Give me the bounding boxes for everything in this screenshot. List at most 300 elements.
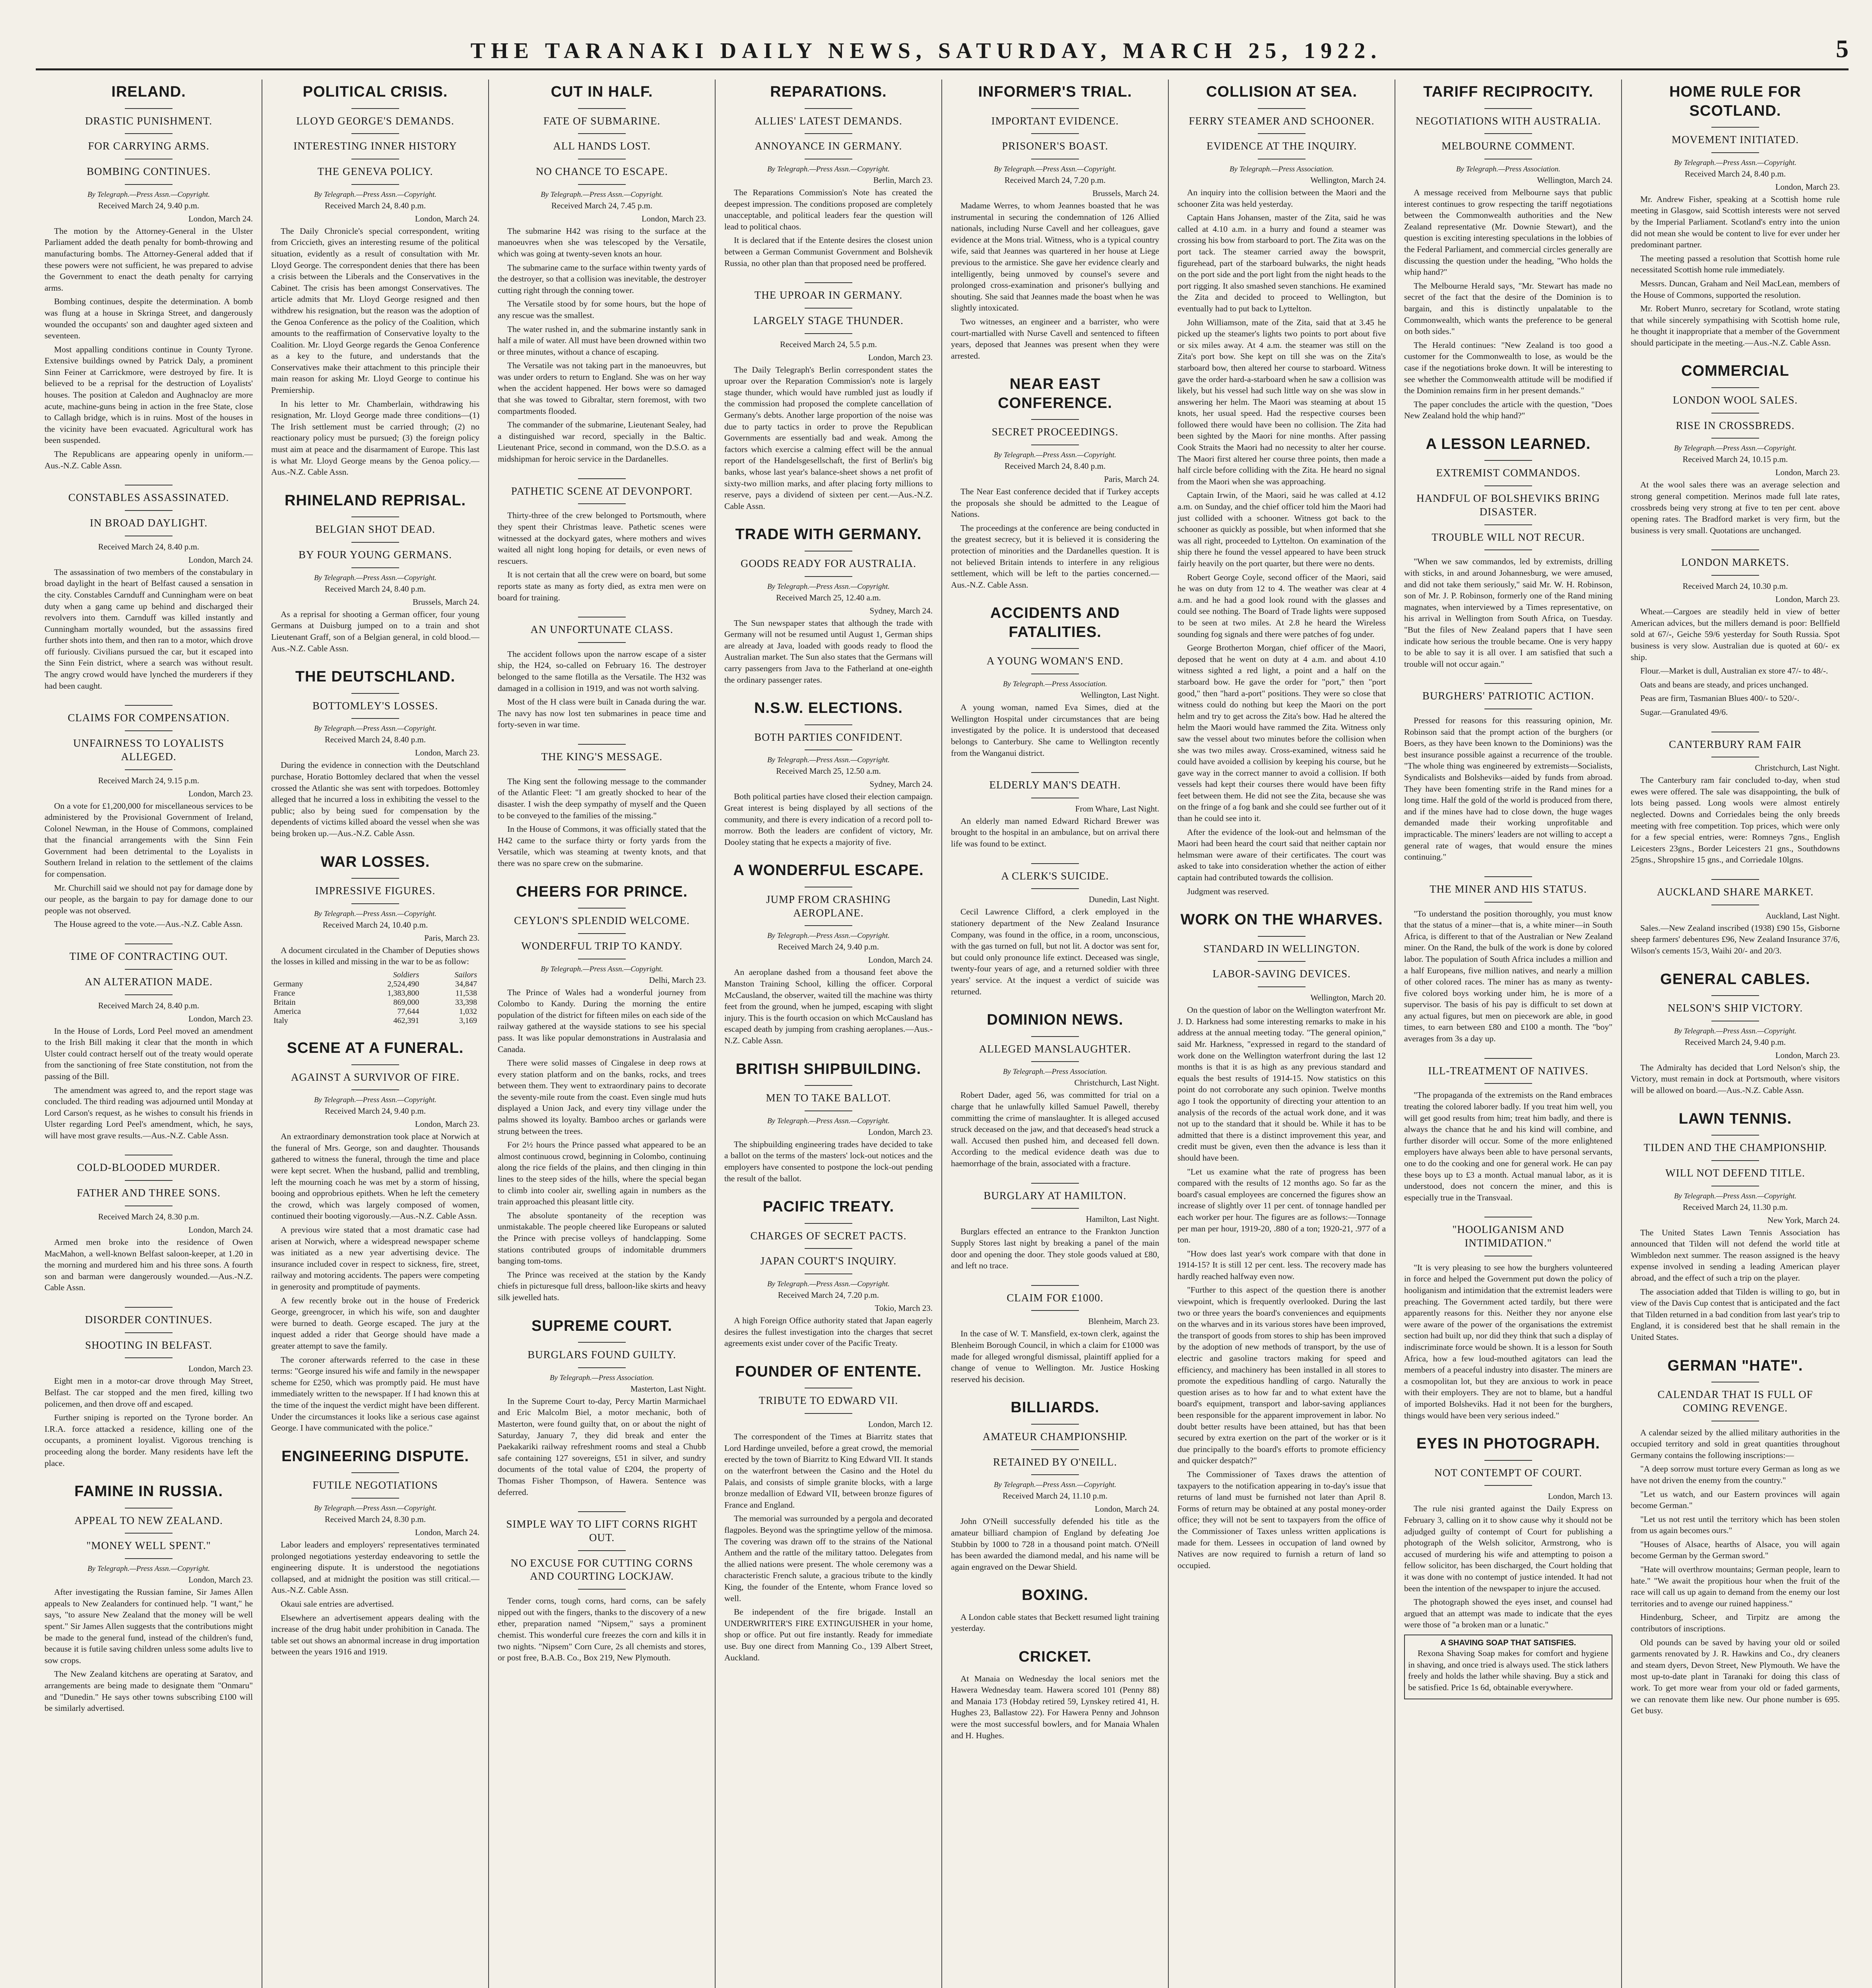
received-line: Received March 24, 10.40 p.m. xyxy=(322,920,428,930)
place-date: London, March 24. xyxy=(188,1225,253,1235)
subheadline: UNFAIRNESS TO LOYALISTS ALLEGED. xyxy=(73,737,225,763)
table-cell: 869,000 xyxy=(393,998,419,1007)
divider-rule xyxy=(1258,936,1306,937)
paragraph: Flour.—Market is dull, Australian ex store 47/- to 48/-. xyxy=(1640,666,1828,676)
paragraph: The rule nisi granted against the Daily Express on February 3, calling on it to show cause why it should not be adjudged guilty of contempt of Court for publishing a photograph of the Welsh solicitor, Armstrong, who is accused of murdering his wife and attempting to poison a fellow solicitor, has been discharged, the Court holding that it was done with no contempt of justice intended. It had not been the intention of the newspaper to injure the accused. xyxy=(1404,1504,1612,1593)
subheadline: BOTTOMLEY'S LOSSES. xyxy=(312,699,438,712)
table-row xyxy=(271,980,479,989)
subheadline: ALLIES' LATEST DEMANDS. xyxy=(755,115,902,127)
table-cell: 33,398 xyxy=(455,998,477,1007)
divider-rule xyxy=(125,769,173,770)
received-line: Received March 24, 8.40 p.m. xyxy=(324,584,426,594)
subheadline: AN ALTERATION MADE. xyxy=(85,975,213,988)
headline: LAWN TENNIS. xyxy=(1678,1110,1792,1127)
headline: A LESSON LEARNED. xyxy=(1426,435,1591,452)
paragraph: Labor leaders and employers' representatives terminated prolonged negotiations yesterday endeavoring to settle the engineering dispute. It is understood the negotiations collapsed, and at midnight the position was still critical.—Aus.-N.Z. Cable Assn. xyxy=(271,1540,479,1595)
divider-rule xyxy=(351,1498,399,1499)
received-line: Received March 24, 7.45 p.m. xyxy=(551,200,653,210)
paragraph: "Let us examine what the rate of progress has been compared with the results of 12 months ago. So far as the board's casual employees are concerned the figures show an increase of slightly over 11 per cent. of tonnage handled per each worker per hour. The figures are as follows:—Tonnage per man per hour, 1919-20, .880 of a ton; 1920-21, .977 of a ton. xyxy=(1178,1167,1386,1245)
paragraph: In the House of Commons, it was officially stated that the H42 came to the surface thirty or forty yards from the Versatile, which was steaming at twenty knots, and that there was no spare crew on the submarine. xyxy=(498,824,706,868)
divider-rule xyxy=(1031,1061,1079,1062)
divider-rule xyxy=(1031,1474,1079,1475)
divider-rule xyxy=(351,184,399,185)
paragraph: On a vote for £1,200,000 for miscellaneous services to be administered by the Provisional Government of Ireland, Colonel Newman, in the House of Commons, complained that the financial arrangements with the Sinn Fein Government had been detrimental to the Loyalists in Southern Ireland in relation to the settlement of the claims for compensation. xyxy=(45,801,253,879)
paragraph: The Herald continues: "New Zealand is too good a customer for the Commonwealth to lose, as would be the case if the negotiations broke down. It will be interesting to see whether the Commonwealth attitude will be modified if the Dominion remains firm in her present demands." xyxy=(1404,340,1612,396)
divider-rule xyxy=(1711,152,1759,153)
paragraph: An aeroplane dashed from a thousand feet above the Manston Training School, killing the officer. Corporal McCausland, the observer, waited till the machine was thirty feet from the ground, when he jumped, escaping with slight injury. This is the fourth occasion on which McCausland has escaped death by jumping from crashing aeroplanes.—Aus.-N.Z. Cable Assn. xyxy=(724,967,933,1045)
headline: ENGINEERING DISPUTE. xyxy=(281,1448,469,1465)
subheadline: PRISONER'S BOAST. xyxy=(1002,140,1108,152)
received-line: Received March 24, 10.15 p.m. xyxy=(1682,454,1788,464)
subheadline: JAPAN COURT'S INQUIRY. xyxy=(760,1255,897,1267)
paragraph: During the evidence in connection with the Deutschland purchase, Horatio Bottomley declared that when the vessel crossed the Atlantic she was sent with torpedoes. Bottomley alleged that he incurred a loss in exhibiting the vessel to the public; also by being sued for compensation by the dependents of victims killed aboard the vessel when she was being broken up.—Aus.-N.Z. Cable Assn. xyxy=(271,760,479,838)
paragraph: George Brotherton Morgan, chief officer of the Maori, deposed that he went on duty at 4 a.m. and about 4.10 witness sighted a red light, a point and a half on the starboard bow. He gave the order for "port," then "port good," then "hard a-port" positions. They were so close that witness could do nothing but keep the Maori on the port helm and try to get across the Zita's bow. Had he altered the helm the Maori would have rammed the Zita. Witness only saw the vessel about two minutes before the collision when she was two miles away. Cross-examined, witness said he could have avoided a collision by keeping his course, but he gave way in the correct manner to avoid a collision. If both vessels had kept their courses there would have been fifty feet between them. He did not see the Zita, because she was on the fringe of a fog bank and she could see further out of it than he could see into it. xyxy=(1178,643,1386,823)
received-line: Received March 24, 8.40 p.m. xyxy=(98,1000,200,1010)
table-header xyxy=(271,971,344,980)
dateline: By Telegraph.—Press Assn.—Copyright. xyxy=(767,582,890,591)
subheadline: TRIBUTE TO EDWARD VII. xyxy=(758,1394,898,1407)
masthead xyxy=(36,36,1849,70)
subheadline: TROUBLE WILL NOT RECUR. xyxy=(1432,531,1585,543)
divider-rule xyxy=(351,1472,399,1473)
paragraph: The Versatile stood by for some hours, but the hope of any rescue was the smallest. xyxy=(498,299,706,320)
ad-text: Rexona Shaving Soap makes for comfort and hygiene in shaving, and once tried is always used. The stick lathers freely and holds the lather while shaving. Buy a stick and be satisfied. Price 1s 6d, obtainable everywhere. xyxy=(1408,1648,1608,1692)
article xyxy=(45,944,253,1141)
subheadline: THE MINER AND HIS STATUS. xyxy=(1430,883,1587,895)
place-date: Wellington, Last Night. xyxy=(1081,690,1159,700)
received-line: Received March 24, 9.40 p.m. xyxy=(98,200,200,210)
article xyxy=(45,485,253,691)
subheadline: BOTH PARTIES CONFIDENT. xyxy=(754,731,903,743)
paragraph: Elsewhere an advertisement appears dealing with the increase of the drug habit under prohibition in Canada. The table set out shows an abnormal increase in drug importation between the years 1916 and 1919. xyxy=(271,1613,479,1657)
table-row xyxy=(271,1007,479,1016)
table-cell: Germany xyxy=(274,980,303,989)
divider-rule xyxy=(1484,108,1532,109)
paragraph: Okaui sale entries are advertised. xyxy=(281,1599,394,1609)
article xyxy=(951,1648,1159,1741)
received-line: Received March 24, 8.40 p.m. xyxy=(324,200,426,210)
article xyxy=(45,1482,253,1714)
place-date: Paris, March 23. xyxy=(424,933,479,943)
divider-rule xyxy=(578,108,626,109)
article xyxy=(498,744,706,869)
headline: THE DEUTSCHLAND. xyxy=(295,668,456,685)
headline: POLITICAL CRISIS. xyxy=(303,83,448,100)
divider-rule xyxy=(351,878,399,879)
paragraph: It is declared that if the Entente desires the closest union between a German Communist Government and Bolshevik Russia, no other plan than that proposed need be proffered. xyxy=(724,235,933,268)
divider-rule xyxy=(125,184,173,185)
paragraph: The United States Lawn Tennis Association has announced that Tilden will not defend the world title at Wimbledon next summer. The reason assigned is the heavy expense involved in sending a leading American player abroad, and the effect of such a trip on the player. xyxy=(1631,1227,1840,1283)
subheadline: "HOOLIGANISM AND INTIMIDATION." xyxy=(1452,1223,1564,1249)
divider-rule xyxy=(125,133,173,134)
article xyxy=(498,617,706,730)
place-date: Tokio, March 23. xyxy=(875,1303,933,1313)
paragraph: Bombing continues, despite the determination. A bomb was flung at a house in Skringa Street, and dangerously wounded the occupants' son and daughter aged sixteen and seventeen. xyxy=(45,297,253,341)
received-line: Received March 24, 5.5 p.m. xyxy=(780,339,877,349)
paragraph: The King sent the following message to the commander of the Atlantic Fleet: "I am greatly shocked to hear of the disaster. I wish the deep sympathy of myself and the Queen to be conveyed to the families of the missing." xyxy=(498,776,706,820)
subheadline: DRASTIC PUNISHMENT. xyxy=(85,115,213,127)
place-date: Christchurch, Last Night. xyxy=(1074,1078,1159,1088)
divider-rule xyxy=(1711,575,1759,576)
article xyxy=(498,883,706,1303)
article xyxy=(45,83,253,471)
paragraph: Pressed for reasons for this reassuring opinion, Mr. Robinson said that the prompt action of the burghers (or Boers, as they have been known to the Dominions) was the best insurance possible against a recurrence of the trouble. "The whole thing was engineered by extremists—Socialists, Syndicalists and Bolsheviks—aided by funds from abroad. They have been fomenting strife in the Rand mines for a long time. Half the gold of the world is produced from there, and if the mines have had to close down, the huge wages demanded made their working unprofitable and impracticable. The miners' leaders are not willing to accept a general rate of wages, that would ensure the mines continuing." xyxy=(1404,716,1612,862)
divider-rule xyxy=(125,969,173,970)
paragraph: A high Foreign Office authority stated that Japan eagerly desires the fullest investigation into the charges that secret agreements exist under cover of the Pacific Treaty. xyxy=(724,1316,933,1348)
paragraph: Messrs. Duncan, Graham and Neil MacLean, members of the House of Commons, supported the resolution. xyxy=(1631,278,1840,300)
paragraph: Old pounds can be saved by having your old or soiled garments renovated by J. R. Hawkins and Co., dry cleaners and steam dyers, Devon Street, New Plymouth. We have the most up-to-date plant in Taranaki for doing this class of work. To get more wear from your old or faded garments, we can renovate them like new. Our phone number is 695. Get busy. xyxy=(1631,1637,1840,1716)
divider-rule xyxy=(578,133,626,134)
article xyxy=(724,1198,933,1349)
subheadline: A YOUNG WOMAN'S END. xyxy=(986,655,1124,667)
received-line: Received March 24, 11.10 p.m. xyxy=(1003,1491,1108,1501)
table-cell: 34,847 xyxy=(455,980,477,989)
column xyxy=(942,80,1169,1988)
subheadline: A CLERK'S SUICIDE. xyxy=(1001,870,1109,882)
divider-rule xyxy=(805,108,852,109)
article xyxy=(45,1307,253,1469)
paragraph: The Versatile was not taking part in the manoeuvres, but was under orders to return to England. She was on her way when the accident happened. Her bows were so damaged that she was towed to Gibraltar, stern foremost, with two compartments flooded. xyxy=(498,361,706,416)
divider-rule xyxy=(578,1342,626,1343)
paragraph: The shipbuilding engineering trades have decided to take a ballot on the terms of the masters' lock-out notices and the employers have consented to postpone the lock-out pending the result of the ballot. xyxy=(724,1139,933,1183)
received-line: Received March 24, 10.30 p.m. xyxy=(1682,581,1788,591)
paragraph: An elderly man named Edward Richard Brewer was brought to the hospital in an ambulance, but on arrival there life was found to be extinct. xyxy=(951,816,1159,849)
divider-rule xyxy=(351,542,399,543)
divider-rule xyxy=(1711,413,1759,414)
subheadline: GOODS READY FOR AUSTRALIA. xyxy=(740,557,917,569)
divider-rule xyxy=(578,933,626,934)
paragraph: "When we saw commandos, led by extremists, drilling with sticks, in and around Johannesburg, we were amused, and did not take them seriously," said Mr. W. H. Robinson, son of Mr. J. P. Robinson, formerly one of the Rand mining magnates, when interviewed by a Times representative, on his arrival in Wellington from South Africa, on Tuesday. "But the files of New Zealand papers that I have seen indicate how serious the trouble became. One is very happy to be able to say it is all over. I am satisfied that such a trouble will not occur again." xyxy=(1404,557,1612,669)
divider-rule xyxy=(1258,986,1306,987)
divider-rule xyxy=(125,1180,173,1181)
divider-rule xyxy=(805,749,852,750)
table-row xyxy=(271,998,479,1007)
paragraph: The Republicans are appearing openly in uniform.—Aus.-N.Z. Cable Assn. xyxy=(45,449,253,470)
article xyxy=(271,491,479,654)
divider-rule xyxy=(805,1223,852,1224)
place-date: Wellington, March 20. xyxy=(1310,993,1386,1003)
subheadline: STANDARD IN WELLINGTON. xyxy=(1203,942,1360,955)
paragraph: The absolute spontaneity of the reception was unmistakable. The people cheered like Europeans or saluted the Prince with precise volleys of handclapping. Some stations contributed groups of indomitable drummers banging tom-toms. xyxy=(498,1210,706,1266)
paragraph: Armed men broke into the residence of Owen MacMahon, a well-known Belfast saloon-keeper, at 1.20 in the morning and murdered him and his three sons. A fourth son and barman were dangerously wounded.—Aus.-N.Z. Cable Assn. xyxy=(45,1237,253,1293)
page-number: 5 xyxy=(1836,35,1849,63)
divider-rule xyxy=(1031,772,1079,773)
paragraph: The memorial was surrounded by a pergola and decorated flagpoles. Beyond was the springtime yellow of the mimosa. The covering was drawn off to the strains of the National Anthem and the rattle of the military tattoo. Delegates from the allied nations were present. The whole ceremony was a characteristic French salute, a gracious tribute to the kindly King, the founder of the Entente, whom France loved so well. xyxy=(724,1514,933,1603)
dateline: By Telegraph.—Press Assn.—Copyright. xyxy=(767,1116,890,1125)
place-date: London, March 23. xyxy=(1775,1050,1840,1060)
place-date: London, March 12. xyxy=(868,1419,933,1429)
divider-rule xyxy=(1258,961,1306,962)
article xyxy=(271,1039,479,1434)
subheadline: THE UPROAR IN GERMANY. xyxy=(754,289,903,301)
headline: SUPREME COURT. xyxy=(532,1317,672,1334)
table-cell: 77,644 xyxy=(397,1007,419,1016)
subheadline: FUTILE NEGOTIATIONS xyxy=(312,1479,438,1491)
paragraph: A few recently broke out in the house of Frederick George, greengrocer, in which his wife, son and daughter were burned to death. George escaped. The jury at the inquest added a rider that George should have made a greater attempt to save the family. xyxy=(271,1295,479,1351)
subheadline: AUCKLAND SHARE MARKET. xyxy=(1657,886,1814,898)
paragraph: Mr. Churchill said we should not pay for damage done by our people, as the bargain to pay for damage done to our people was not observed. xyxy=(45,883,253,915)
divider-rule xyxy=(1484,485,1532,486)
paragraph: The amendment was agreed to, and the report stage was concluded. The third reading was adjourned until Monday at Lord Carson's request, as he wishes to consult his friends in Ulster regarding Lord Peel's amendment, which, he says, will have most grave results.—Aus.-N.Z. Cable Assn. xyxy=(45,1085,253,1140)
paragraph: The Reparations Commission's Note has created the deepest impression. The conditions proposed are completely unacceptable, and political leaders fear the question will lead to political chaos. xyxy=(724,188,933,231)
divider-rule xyxy=(125,730,173,731)
divider-rule xyxy=(351,693,399,694)
dateline: By Telegraph.—Press Assn.—Copyright. xyxy=(1674,158,1797,167)
paragraph: The paper concludes the article with the question, "Does New Zealand hold the whip hand?" xyxy=(1404,399,1612,421)
paragraph: After investigating the Russian famine, Sir James Allen appeals to New Zealanders for continued help. "I want," he says, "to assure New Zealand that the money will be well spent." Sir James Allen suggests that the contributions might be made to the general fund, instead of the children's fund, because it is futile saving children unless some adults live to sow crops. xyxy=(45,1587,253,1665)
received-line: Received March 24, 8.40 p.m. xyxy=(324,735,426,745)
paragraph: For 2½ hours the Prince passed what appeared to be an almost continuous crowd, beginning in Colombo, continuing along the rice fields of the plains, and then clinging in thin lines to the steep sides of the hills, where the special began to climb into cooler air, swelling again in numbers as the train approached this pleasant little city. xyxy=(498,1140,706,1207)
place-date: London, March 23. xyxy=(415,1119,479,1129)
paragraph: The proceedings at the conference are being conducted in the greatest secrecy, but it is believed it is considering the protection of minorities and the Dardanelles question. It is not believed Britain intends to interfere in any religious settlement, which will be left to the parties concerned.—Aus.-N.Z. Cable Assn. xyxy=(951,523,1159,590)
paragraph: The submarine came to the surface within twenty yards of the destroyer, so that a collision was inevitable, the destroyer cutting right through the conning tower. xyxy=(498,262,706,295)
column xyxy=(1169,80,1395,1988)
subheadline: THE KING'S MESSAGE. xyxy=(541,751,663,763)
article xyxy=(1178,83,1386,897)
divider-rule xyxy=(578,1511,626,1512)
divider-rule xyxy=(1031,888,1079,889)
subheadline: INTERESTING INNER HISTORY xyxy=(293,140,457,152)
divider-rule xyxy=(351,108,399,109)
article xyxy=(1178,911,1386,1571)
divider-rule xyxy=(1484,1058,1532,1059)
divider-rule xyxy=(578,503,626,504)
paragraph: "Further to this aspect of the question there is another viewpoint, which is frequently overlooked. During the last two or three years the board's conveniences and equipments on the wharves and in its various stores have been improved, the transport of goods from stores to ship has been improved by the adoption of new methods of transport, by the use of electric and gasoline tractors making for speed and efficiency, and machinery has been installed in all stores to promote the expeditious handling of cargo. Naturally the question arises as to how far and to what extent have the board's equipment, transport and labor-saving appliances been responsible for the apparent improvement in labor. No doubt better results have been attained, but has that been secured by extra exertion on the part of the worker or is it due principally to the board's efforts to promote efficiency and quicker despatch?" xyxy=(1178,1285,1386,1466)
article xyxy=(498,1317,706,1498)
paragraph: "A deep sorrow must torture every German as long as we have not driven the enemy from the country." xyxy=(1631,1464,1840,1485)
received-line: Received March 24, 11.30 p.m. xyxy=(1683,1202,1788,1212)
paragraph: The Near East conference decided that if Turkey accepts the proposals she should be admitted to the League of Nations. xyxy=(951,487,1159,519)
article xyxy=(498,478,706,604)
paragraph: The coroner afterwards referred to the case in these terms: "George insured his wife and family in the newspaper scheme for £250, which was promptly paid. He must have immediately written to the newspaper. If I had known this at the time of the inquest the verdict might have been different. Under the circumstances it looks like a serious case against George. I have communicated with the police." xyxy=(271,1355,479,1433)
article xyxy=(1631,83,1840,348)
article xyxy=(45,1155,253,1293)
subheadline: MEN TO TAKE BALLOT. xyxy=(766,1092,891,1104)
table-cell: 2,524,490 xyxy=(387,980,419,989)
place-date: London, March 24. xyxy=(188,555,253,565)
dateline: By Telegraph.—Press Assn.—Copyright. xyxy=(1674,1027,1797,1035)
divider-rule xyxy=(125,1533,173,1534)
subheadline: SHOOTING IN BELFAST. xyxy=(85,1339,212,1351)
subheadline: SIMPLE WAY TO LIFT CORNS RIGHT OUT. xyxy=(506,1518,698,1543)
paragraph: The water rushed in, and the submarine instantly sank in half a mile of water. All must have been drowned within two or three minutes, without a chance of escaping. xyxy=(498,324,706,357)
divider-rule xyxy=(1484,1083,1532,1084)
divider-rule xyxy=(1031,1036,1079,1037)
dateline: By Telegraph.—Press Assn.—Copyright. xyxy=(314,573,437,582)
headline: ACCIDENTS AND FATALITIES. xyxy=(990,605,1120,641)
headline: GENERAL CABLES. xyxy=(1660,971,1810,988)
paragraph: Sales.—New Zealand inscribed (1938) £90 15s, Gisborne sheep farmers' debentures £96, New Zealand Insurance 37/6, Wilson's cements 15/3, Waihi 20/- and 20/3. xyxy=(1631,923,1840,955)
table-row xyxy=(271,989,479,998)
table-header: Soldiers xyxy=(393,971,419,980)
table-cell: 3,169 xyxy=(459,1016,477,1025)
divider-rule xyxy=(351,903,399,904)
place-date: London, March 24. xyxy=(415,1527,479,1537)
table-header: Sailors xyxy=(454,971,477,980)
article xyxy=(951,863,1159,998)
divider-rule xyxy=(1484,1485,1532,1486)
paragraph: Hindenburg, Scheer, and Tirpitz are among the contributors of inscriptions. xyxy=(1631,1612,1840,1634)
place-date: London, March 24. xyxy=(188,214,253,223)
divider-rule xyxy=(805,133,852,134)
article xyxy=(1404,1217,1612,1421)
paragraph: John O'Neill successfully defended his title as the amateur billiard champion of England by defeating Joe Stubbin by 1000 to 728 in a thousand point match. O'Neill has been awarded the diamond medal, and his name will be again engraved on the Dewar Shield. xyxy=(951,1516,1159,1572)
subheadline: NOT CONTEMPT OF COURT. xyxy=(1434,1466,1582,1479)
dateline: By Telegraph.—Press Assn.—Copyright. xyxy=(87,1565,210,1573)
place-date: Auckland, Last Night. xyxy=(1765,911,1840,920)
divider-rule xyxy=(1031,1208,1079,1209)
article xyxy=(1404,435,1612,670)
paragraph: The submarine H42 was rising to the surface at the manoeuvres when she was telescoped by the Versatile, which was going at twenty-seven knots an hour. xyxy=(498,226,706,258)
paragraph: The meeting passed a resolution that Scottish home rule necessitated Scottish home rule immediately. xyxy=(1631,253,1840,275)
divider-rule xyxy=(1484,133,1532,134)
divider-rule xyxy=(1711,1135,1759,1136)
article xyxy=(951,83,1159,361)
subheadline: BELGIAN SHOT DEAD. xyxy=(315,523,435,536)
place-date: Delhi, March 23. xyxy=(649,975,706,985)
divider-rule xyxy=(1484,1460,1532,1461)
paragraph: The motion by the Attorney-General in the Ulster Parliament added the death penalty for bomb-throwing and manufacturing bombs. The Attorney-General added that if these powers were not sufficient, he was prepared to advise the Government to enact the death penalty for carrying arms. xyxy=(45,226,253,293)
place-date: London, March 23. xyxy=(188,1575,253,1585)
headline: TRADE WITH GERMANY. xyxy=(735,526,922,543)
subheadline: CLAIM FOR £1000. xyxy=(1007,1291,1104,1304)
dateline: By Telegraph.—Press Assn.—Copyright. xyxy=(993,451,1117,460)
place-date: Wellington, March 24. xyxy=(1310,175,1386,185)
received-line: Received March 25, 12.40 a.m. xyxy=(776,592,881,602)
headline: REPARATIONS. xyxy=(770,83,887,100)
table-cell: 462,391 xyxy=(393,1016,419,1025)
dateline: By Telegraph.—Press Association. xyxy=(549,1373,654,1382)
received-line: Received March 24, 8.40 p.m. xyxy=(1684,169,1786,179)
paragraph: The commander of the submarine, Lieutenant Sealey, had a distinguished war record, specially in the Baltic. Lieutenant Price, second in command, won the D.S.O. as a midshipman for heroic service in the Dardanelles. xyxy=(498,420,706,464)
divider-rule xyxy=(1484,549,1532,550)
dateline: By Telegraph.—Press Assn.—Copyright. xyxy=(540,965,663,973)
dateline: By Telegraph.—Press Assn.—Copyright. xyxy=(1674,1192,1797,1200)
subheadline: HANDFUL OF BOLSHEVIKS BRING DISASTER. xyxy=(1416,492,1600,518)
divider-rule xyxy=(1711,549,1759,550)
headline: A WONDERFUL ESCAPE. xyxy=(733,862,924,879)
paragraph: The Commissioner of Taxes draws the attention of taxpayers to the notification appearing in to-day's issue that returns of land must be furnished not later than April 8. Forms of return may be obtained at any postal money-order office; they will not be sent to taxpayers from the office of the Commissioner of Taxes unless written applications is made for them. Lessees in occupation of land owned by Natives are now required to furnish a return of land so occupied. xyxy=(1178,1469,1386,1570)
paragraph: The photograph showed the eyes inset, and counsel had argued that an attempt was made to indicate that the eyes were those of "a broken man or a lunatic." xyxy=(1404,1597,1612,1630)
article xyxy=(1631,970,1840,1096)
paragraph: The association added that Tilden is willing to go, but in view of the Davis Cup contest that is anticipated and the fact that Tilden returned in a bad condition from last year's trip to England, it is considered best that he shall remain in the United States. xyxy=(1631,1287,1840,1342)
received-line: Received March 24, 9.40 p.m. xyxy=(778,942,879,952)
article xyxy=(724,1363,933,1663)
article xyxy=(498,83,706,465)
article xyxy=(271,668,479,839)
subheadline: NO CHANCE TO ESCAPE. xyxy=(535,165,668,177)
divider-rule xyxy=(805,1110,852,1111)
received-line: Received March 24, 7.20 p.m. xyxy=(1004,175,1106,185)
paragraph: Both political parties have closed their election campaign. Great interest is being displayed by all sections of the community, and there is every indication of a record poll to-morrow. Both the leaders are confident of victory, Mr. Dooley stating that he expects a majority of five. xyxy=(724,792,933,847)
subheadline: BURGHERS' PATRIOTIC ACTION. xyxy=(1422,690,1595,702)
divider-rule xyxy=(1484,902,1532,903)
divider-rule xyxy=(125,1307,173,1308)
subheadline: MOVEMENT INITIATED. xyxy=(1672,134,1799,146)
headline: BRITISH SHIPBUILDING. xyxy=(735,1060,921,1077)
divider-rule xyxy=(805,308,852,309)
received-line: Received March 25, 12.50 a.m. xyxy=(776,766,881,776)
headline: DOMINION NEWS. xyxy=(987,1011,1123,1029)
article xyxy=(724,699,933,848)
paragraph: In the House of Lords, Lord Peel moved an amendment to the Irish Bill making it clear that the month in which Ulster could contract herself out of the treaty would operate from the sanctioning of free State constitution, not from the passing of the Bill. xyxy=(45,1026,253,1081)
paragraph: Sugar.—Granulated 49/6. xyxy=(1640,707,1728,717)
headline: SCENE AT A FUNERAL. xyxy=(287,1040,464,1057)
paragraph: Eight men in a motor-car drove through May Street, Belfast. The car stopped and the men fired, killing two policemen, and then drove off and escaped. xyxy=(45,1376,253,1409)
paragraph: Robert George Coyle, second officer of the Maori, said he was on duty from 12 to 4. The weather was clear at 4 a.m. and he had a good look round with the glasses and could see nothing. The Board of Trade lights were supposed to be seen at two miles. At 2.8 he heard the Wireless sounding fog signals and there were patches of fog under. xyxy=(1178,572,1386,639)
headline: FAMINE IN RUSSIA. xyxy=(74,1483,223,1500)
subheadline: PATHETIC SCENE AT DEVONPORT. xyxy=(511,485,693,497)
place-date: London, March 24. xyxy=(415,214,479,223)
divider-rule xyxy=(1484,683,1532,684)
subheadline: FATHER AND THREE SONS. xyxy=(77,1187,221,1199)
place-date: London, March 13. xyxy=(1548,1491,1612,1501)
headline: BILLIARDS. xyxy=(1011,1399,1100,1416)
paragraph: Most of the H class were built in Canada during the war. The navy has now lost ten submarines in peace time and forty-seven in war time. xyxy=(498,697,706,730)
dateline: By Telegraph.—Press Association. xyxy=(1229,165,1334,173)
divider-rule xyxy=(1484,524,1532,525)
newspaper-columns xyxy=(36,80,1849,1988)
divider-rule xyxy=(1258,133,1306,134)
paragraph: Captain Irwin, of the Maori, said he was called at 4.12 a.m. on Sunday, and the chief officer told him the Maori had just collided with a schooner. Witness got back to the schooner as quickly as possible, but when informed that she was all right, proceeded to Lyttelton. On examination of the ship there he found the vessel appeared to have been struck fairly heavily on the port quarter, but there were no dents. xyxy=(1178,490,1386,568)
divider-rule xyxy=(1031,1449,1079,1450)
paragraph: "How does last year's work compare with that done in 1914-15? It is still 12 per cent. less. The recovery made has hardly reached halfway even now. xyxy=(1178,1248,1386,1281)
table-cell: 1,383,800 xyxy=(387,989,419,998)
paragraph: The Admiralty has decided that Lord Nelson's ship, the Victory, must remain in dock at Portsmouth, where visitors will be allowed on board.—Aus.-N.Z. Cable Assn. xyxy=(1631,1062,1840,1095)
place-date: London, March 23. xyxy=(188,1364,253,1374)
divider-rule xyxy=(351,516,399,517)
table-cell: France xyxy=(274,989,295,998)
column xyxy=(1622,80,1849,1988)
paragraph: The Prince of Wales had a wonderful journey from Colombo to Kandy. During the morning the entire population of the district for fifteen miles on each side of the railway gathered at the wayside stations to see his special pass. It was like popular demonstrations in Australasia and Canada. xyxy=(498,987,706,1054)
paragraph: Wheat.—Cargoes are steadily held in view of better American advices, but the millers demand is poor: Bellfield sold at 67/-, Geiche 59/6 yesterday for South Russia. Spot business is very slow. Australian due is quoted at 60/- ex ship. xyxy=(1631,607,1840,662)
headline: TARIFF RECIPROCITY. xyxy=(1423,83,1593,100)
table-cell: 1,032 xyxy=(459,1007,477,1016)
headline: BOXING. xyxy=(1022,1587,1088,1604)
paragraph: Thirty-three of the crew belonged to Portsmouth, where they spent their Christmas leave. Pathetic scenes were witnessed at the dockyard gates, where mothers and wives waited all night long hoping for details, or even news of rescuers. xyxy=(498,511,706,566)
table-cell: 11,538 xyxy=(455,989,477,998)
received-line: Received March 24, 7.20 p.m. xyxy=(778,1290,879,1300)
table-cell: Britain xyxy=(274,998,296,1007)
place-date: Brussels, March 24. xyxy=(1092,188,1159,198)
paragraph: An extraordinary demonstration took place at Norwich at the funeral of Mrs. George, son and daughter. Thousands gathered to witness the funeral, through the time and place were kept secret. When the husband, pallid and trembling, left the mourning coach he was met by a storm of hissing, booing and opprobrious epithets. When he left the cemetery the crowd, which was largely composed of women, continued their booting vigorously.—Aus.-N.Z. Cable Assn. xyxy=(271,1132,479,1221)
paragraph: Tender corns, tough corns, hard corns, can be safely nipped out with the fingers, thanks to the discovery of a new ether, preparation named "Nipsem," says a prominent chemist. This wonderful cure freezes the corn and kills it in two nights. "Nipsem" Corn Cure, 2s all chemists and stores, or post free, B.A.B. Co., Box 219, New Plymouth. xyxy=(498,1596,706,1663)
headline: EYES IN PHOTOGRAPH. xyxy=(1416,1435,1600,1452)
dateline: By Telegraph.—Press Assn.—Copyright. xyxy=(87,190,210,199)
dateline: By Telegraph.—Press Assn.—Copyright. xyxy=(540,190,663,199)
place-date: London, March 23. xyxy=(868,1127,933,1137)
headline: FOUNDER OF ENTENTE. xyxy=(735,1363,922,1380)
paragraph: Mr. Robert Munro, secretary for Scotland, wrote stating that while sincerely sympathising with Scottish home rule, he thought it inappropriate that a member of the Government should participate in the meeting.—Aus.-N.Z. Cable Assn. xyxy=(1631,304,1840,348)
dateline: By Telegraph.—Press Assn.—Copyright. xyxy=(767,165,890,173)
headline: NEAR EAST CONFERENCE. xyxy=(998,376,1112,412)
divider-rule xyxy=(125,705,173,706)
divider-rule xyxy=(1484,876,1532,877)
paragraph: The Melbourne Herald says, "Mr. Stewart has made no secret of the fact that the desire of the Dominion is to bargain, and this is distinctly unpalatable to the Commonwealth, which wants the preference to be general on both sides." xyxy=(1404,281,1612,336)
headline: IRELAND. xyxy=(111,83,186,100)
subheadline: AN UNFORTUNATE CLASS. xyxy=(530,623,673,636)
article xyxy=(271,1447,479,1658)
article xyxy=(724,282,933,512)
article xyxy=(1404,1435,1612,1699)
paragraph: Peas are firm, Tasmanian Blues 400/- to 520/-. xyxy=(1640,693,1799,703)
place-date: Sydney, March 24. xyxy=(869,779,933,789)
article xyxy=(951,1285,1159,1385)
subheadline: AGAINST A SURVIVOR OF FIRE. xyxy=(291,1071,460,1083)
article xyxy=(1631,1110,1840,1343)
paragraph: The Canterbury ram fair concluded to-day, when stud ewes were offered. The sale was disappointing, the bulk of lots being passed. Long wools were almost entirely neglected. Downs and Corriedales being the only breeds meeting with free competition. Top prices, which were only for a few special entries, were: Romneys 7gns., English Leicesters 23gns., Border Leicesters 21 gns., Southdowns 25gns., Shropshire 15 gns., and Corriedale 10lgns. xyxy=(1631,775,1840,865)
place-date: London, March 23. xyxy=(415,748,479,758)
